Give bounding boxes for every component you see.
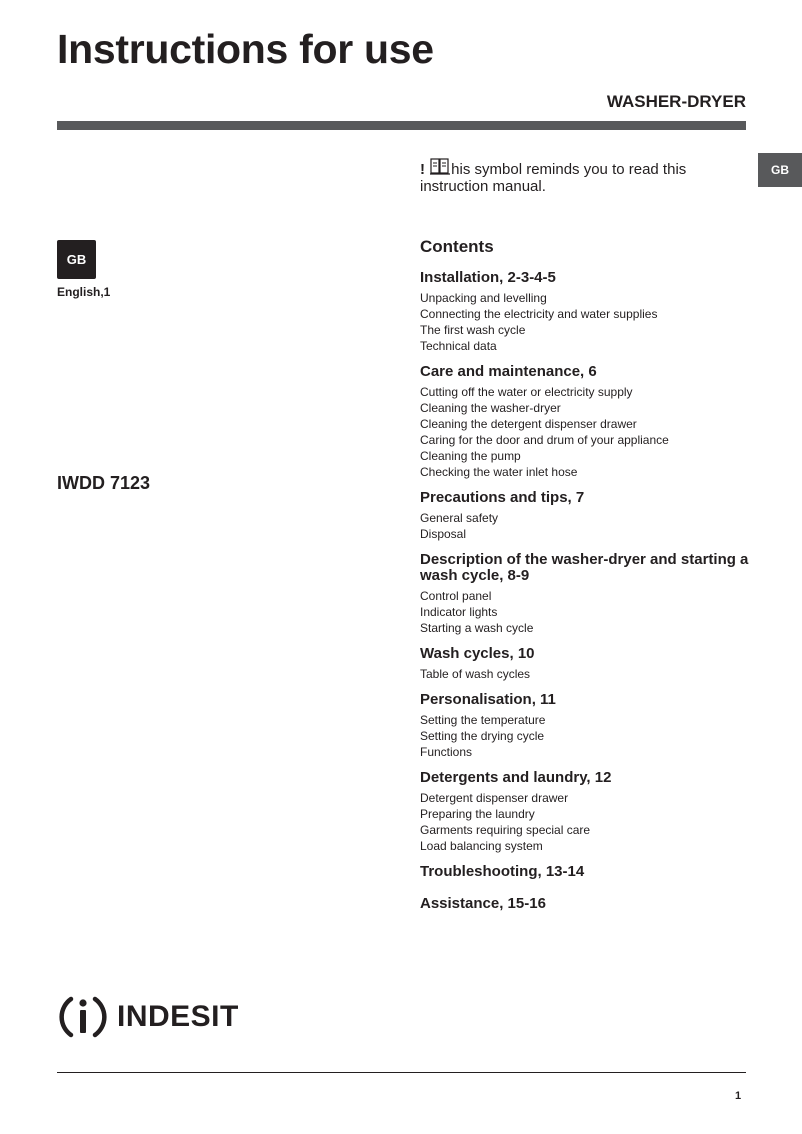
brand-logo xyxy=(57,990,239,1044)
language-side-tab[interactable]: GB xyxy=(758,153,802,187)
toc-item[interactable]: Detergent dispenser drawer xyxy=(420,791,569,805)
toc-section-assistance xyxy=(420,896,750,912)
toc-item[interactable]: Setting the drying cycle xyxy=(420,729,545,743)
model-number: IWDD 7123 xyxy=(57,473,151,493)
toc-section-title[interactable]: Detergents and laundry, 12 xyxy=(420,769,612,786)
toc-item[interactable]: Technical data xyxy=(420,339,497,353)
brand-name: INDESIT xyxy=(117,1000,239,1033)
toc-section-title[interactable]: Precautions and tips, 7 xyxy=(420,489,585,506)
toc-section-title[interactable]: Assistance, 15-16 xyxy=(420,895,546,912)
page-title: Instructions for use xyxy=(57,26,434,72)
toc-item[interactable]: Checking the water inlet hose xyxy=(420,465,578,479)
toc-section-precautions xyxy=(420,490,750,542)
toc-section-wash-cycles xyxy=(420,646,750,682)
toc-item[interactable]: Unpacking and levelling xyxy=(420,291,547,305)
read-manual-notice xyxy=(420,158,740,195)
toc-item[interactable]: Load balancing system xyxy=(420,839,543,853)
page-number: 1 xyxy=(735,1090,742,1102)
toc-item[interactable]: General safety xyxy=(420,511,499,525)
toc-item[interactable]: Functions xyxy=(420,745,473,759)
toc-section-title[interactable]: Personalisation, 11 xyxy=(420,691,556,708)
toc-item[interactable]: Caring for the door and drum of your appliance xyxy=(420,433,669,447)
book-icon xyxy=(429,158,451,176)
language-link[interactable]: English,1 xyxy=(57,285,111,299)
toc-section-installation xyxy=(420,270,750,354)
toc-item[interactable]: Control panel xyxy=(420,589,492,603)
toc-section-personalisation xyxy=(420,692,750,760)
toc-item[interactable]: Disposal xyxy=(420,527,467,541)
toc-section-title[interactable]: Description of the washer-dryer and starting a wash cycle, 8-9 xyxy=(420,551,749,584)
contents-heading: Contents xyxy=(420,237,494,256)
toc-item[interactable]: Indicator lights xyxy=(420,605,498,619)
toc-item[interactable]: Setting the temperature xyxy=(420,713,546,727)
toc-item[interactable]: Table of wash cycles xyxy=(420,667,531,681)
indesit-i-icon xyxy=(57,991,109,1043)
toc-item[interactable]: Garments requiring special care xyxy=(420,823,591,837)
toc-section-title[interactable]: Troubleshooting, 13-14 xyxy=(420,863,585,880)
toc-section-title[interactable]: Wash cycles, 10 xyxy=(420,645,535,662)
notice-mark: ! xyxy=(420,161,425,178)
toc-item[interactable]: Cleaning the pump xyxy=(420,449,521,463)
toc-section-title[interactable]: Care and maintenance, 6 xyxy=(420,363,597,380)
footer-divider xyxy=(57,1072,746,1073)
toc-section-detergents xyxy=(420,770,750,854)
product-type: WASHER-DRYER xyxy=(606,92,746,111)
toc-section-description xyxy=(420,552,750,636)
toc-item[interactable]: Cleaning the detergent dispenser drawer xyxy=(420,417,637,431)
toc-section-care xyxy=(420,364,750,480)
toc-item[interactable]: Cutting off the water or electricity supply xyxy=(420,385,633,399)
toc-section-troubleshooting xyxy=(420,864,750,880)
notice-text: his symbol reminds you to read this instruction manual. xyxy=(420,161,687,195)
toc-section-title[interactable]: Installation, 2-3-4-5 xyxy=(420,269,556,286)
header-divider xyxy=(57,121,746,130)
toc-item[interactable]: Starting a wash cycle xyxy=(420,621,534,635)
toc-item[interactable]: Connecting the electricity and water supplies xyxy=(420,307,658,321)
toc-item[interactable]: Cleaning the washer-dryer xyxy=(420,401,561,415)
toc-item[interactable]: Preparing the laundry xyxy=(420,807,535,821)
table-of-contents xyxy=(420,270,750,922)
toc-item[interactable]: The first wash cycle xyxy=(420,323,526,337)
language-badge: GB xyxy=(57,240,96,279)
